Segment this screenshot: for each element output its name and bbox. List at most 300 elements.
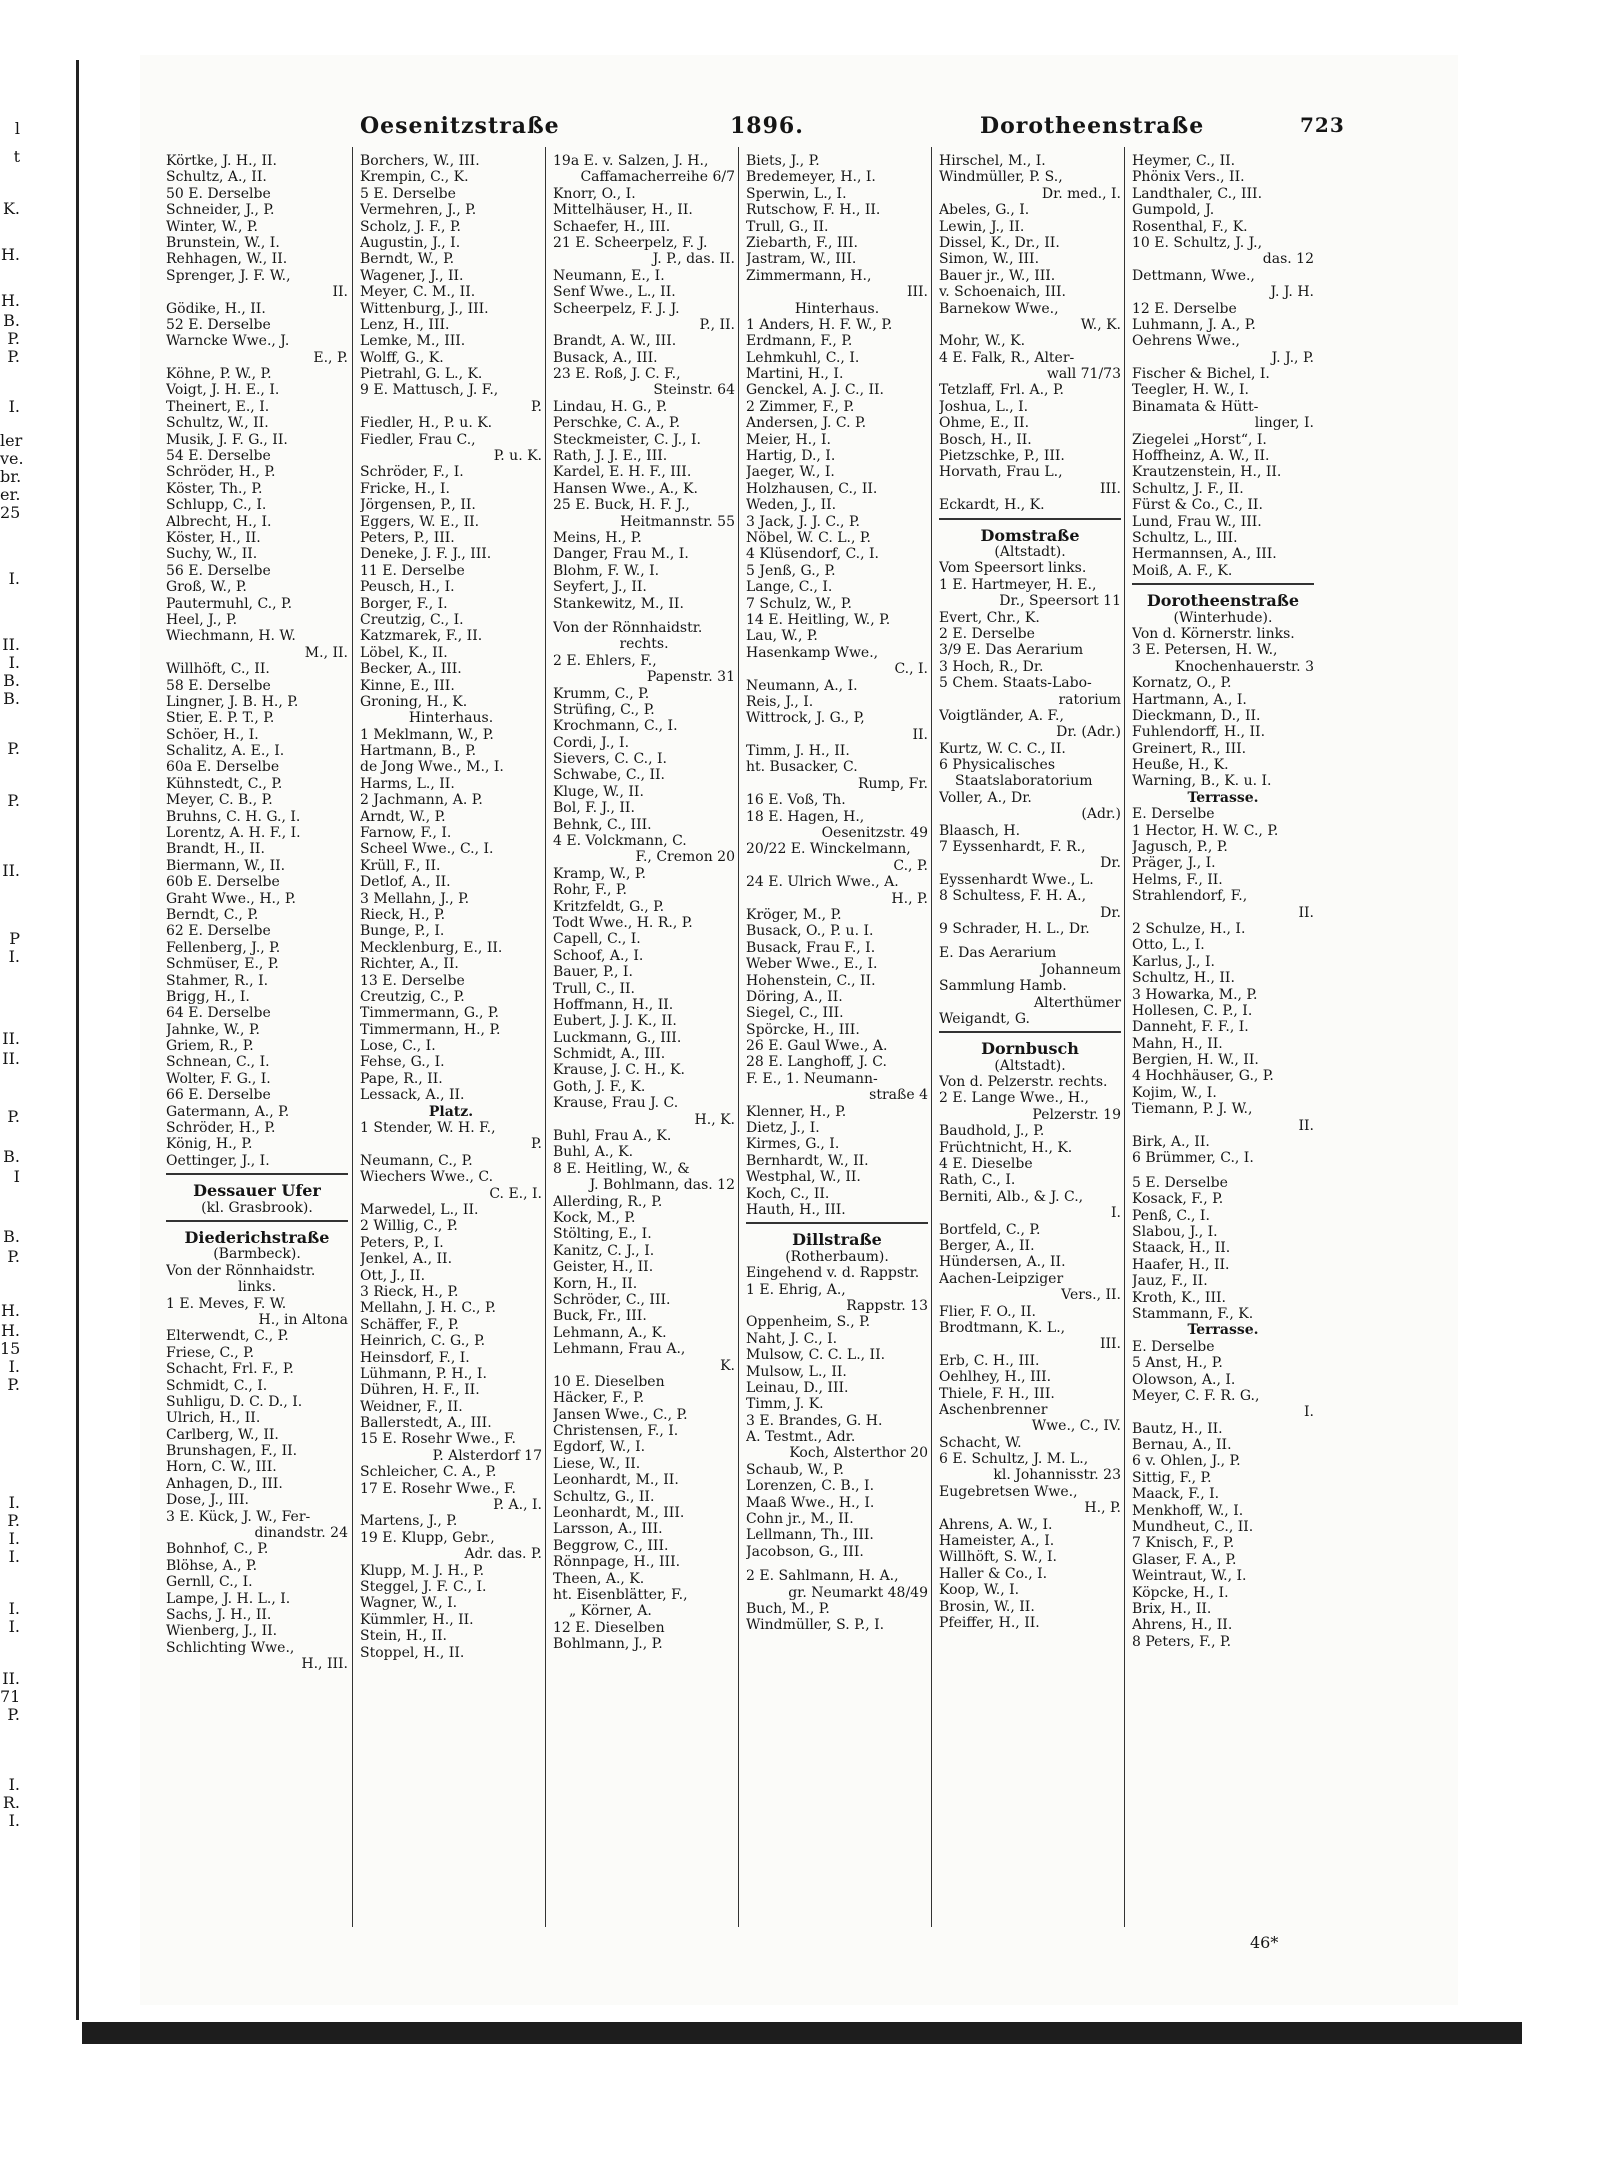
street-heading: Domstraße: [980, 527, 1080, 544]
directory-entry: Hoffheinz, A. W., II.: [1132, 448, 1270, 465]
directory-entry: Blöhse, A., P.: [166, 1557, 258, 1574]
directory-entry: rechts.: [619, 636, 669, 653]
directory-entry: Haller & Co., I.: [939, 1565, 1048, 1582]
directory-entry: Meyer, C. M., II.: [360, 284, 476, 301]
directory-entry: 3 E. Kück, J. W., Fer-: [166, 1508, 311, 1525]
directory-entry: Kock, M., P.: [553, 1210, 636, 1226]
directory-entry: P.: [530, 398, 542, 415]
directory-entry: Holzhausen, C., II.: [746, 480, 878, 497]
directory-entry: 8 Peters, F., P.: [1132, 1633, 1232, 1650]
directory-entry: 7 Knisch, F., P.: [1132, 1535, 1235, 1552]
directory-entry: Schneider, J., P.: [166, 202, 275, 219]
directory-entry: Stankewitz, M., II.: [553, 595, 684, 612]
directory-entry: Otto, L., I.: [1132, 937, 1205, 954]
directory-entry: 12 E. Dieselben: [553, 1619, 665, 1636]
directory-entry: Neumann, A., I.: [746, 677, 858, 694]
directory-entry: Timmermann, H., P.: [360, 1021, 501, 1038]
directory-entry: Weigandt, G.: [939, 1010, 1030, 1027]
directory-entry: Timm, J. H., II.: [746, 743, 850, 760]
directory-entry: Farnow, F., I.: [360, 825, 452, 842]
directory-entry: 2 Willig, C., P.: [360, 1218, 458, 1235]
directory-entry: Peters, P., III.: [360, 529, 455, 546]
directory-entry: Krautzenstein, H., II.: [1132, 464, 1282, 481]
directory-entry: Mahn, H., II.: [1132, 1035, 1223, 1052]
header-street-right: Dorotheenstraße: [980, 113, 1205, 139]
directory-entry: 5 Jenß, G., P.: [746, 562, 836, 579]
directory-entry: Mohr, W., K.: [939, 333, 1026, 350]
margin-fragment: I.: [8, 1547, 20, 1566]
directory-entry: Strahlendorf, F.,: [1132, 888, 1248, 905]
directory-entry: Vermehren, J., P.: [360, 202, 477, 219]
directory-entry: Marwedel, L., II.: [360, 1202, 479, 1218]
directory-entry: H., P.: [891, 890, 928, 907]
directory-entry: Theen, A., K.: [553, 1570, 645, 1587]
directory-entry: Kroth, K., III.: [1132, 1289, 1226, 1306]
directory-entry: K.: [720, 1357, 735, 1374]
directory-entry: Bol, F. J., II.: [553, 800, 635, 817]
directory-entry: Augustin, J., I.: [360, 234, 461, 251]
directory-entry: 2 E. Sahlmann, H. A.,: [746, 1568, 899, 1585]
scan-border: [82, 2022, 1522, 2044]
directory-entry: F., Cremon 20: [635, 849, 735, 866]
directory-entry: Borchers, W., III.: [360, 153, 480, 169]
margin-fragment: I.: [8, 1617, 20, 1636]
directory-entry: Olowson, A., I.: [1132, 1371, 1236, 1388]
directory-entry: 7 Schulz, W., P.: [746, 595, 852, 612]
directory-entry: Berniti, Alb., & J. C.,: [939, 1188, 1084, 1205]
directory-entry: König, H., P.: [166, 1136, 253, 1153]
directory-entry: Schacht, Frl. F., P.: [166, 1361, 294, 1378]
directory-entry: Katzmarek, F., II.: [360, 628, 483, 645]
directory-entry: Griem, R., P.: [166, 1038, 254, 1055]
directory-entry: Hameister, A., I.: [939, 1533, 1055, 1550]
directory-entry: H., III.: [301, 1656, 348, 1673]
directory-entry: Dr. (Adr.): [1056, 724, 1121, 741]
directory-entry: 66 E. Derselbe: [166, 1087, 271, 1104]
directory-entry: Pelzerstr. 19: [1032, 1106, 1121, 1123]
directory-entry: (Altstadt).: [994, 543, 1066, 560]
section-rule: [166, 1220, 348, 1230]
directory-entry: [746, 1560, 928, 1568]
directory-entry: Stammann, F., K.: [1132, 1305, 1254, 1322]
directory-entry: Bauer jr., W., III.: [939, 267, 1056, 284]
directory-entry: H., in Altona: [258, 1311, 348, 1328]
directory-entry: v. Schoenaich, III.: [939, 284, 1066, 301]
directory-entry: Gernll, C., I.: [166, 1574, 253, 1591]
page-number: 723: [1300, 113, 1345, 137]
directory-entry: Luckmann, G., III.: [553, 1029, 682, 1046]
directory-entry: 6 Brümmer, C., I.: [1132, 1150, 1254, 1167]
directory-entry: Oesenitzstr. 49: [821, 825, 928, 842]
column-divider: [545, 147, 546, 1927]
previous-page-margin: [0, 60, 82, 2020]
directory-entry: Horn, C. W., III.: [166, 1459, 277, 1476]
directory-entry: Sievers, C. C., I.: [553, 751, 667, 768]
directory-entry: Gumpold, J.: [1132, 202, 1215, 219]
directory-entry: Kühnstedt, C., P.: [166, 775, 283, 792]
directory-entry: 3 E. Petersen, H. W.,: [1132, 642, 1278, 659]
directory-entry: Sittig, F., P.: [1132, 1469, 1212, 1486]
directory-entry: Richter, A., II.: [360, 956, 459, 973]
directory-entry: Willhöft, S. W., I.: [939, 1549, 1057, 1566]
directory-entry: 23 E. Roß, J. C. F.,: [553, 366, 681, 383]
page-gutter-line: [76, 60, 79, 2020]
directory-entry: Wolter, F. G., I.: [166, 1070, 271, 1087]
directory-entry: Ott, J., II.: [360, 1267, 426, 1284]
directory-entry: Schultz, W., II.: [166, 415, 269, 432]
column-divider: [931, 147, 932, 1927]
directory-entry: 54 E. Derselbe: [166, 448, 271, 465]
directory-entry: Dr., Speersort 11: [999, 593, 1121, 610]
directory-entry: Lenz, H., III.: [360, 316, 450, 333]
directory-entry: Senf Wwe., L., II.: [553, 284, 676, 301]
directory-entry: Koch, Alsterthor 20: [789, 1445, 928, 1462]
directory-entry: Wienberg, J., II.: [166, 1623, 278, 1640]
directory-entry: 3 Rieck, H., P.: [360, 1283, 459, 1300]
directory-entry: Dose, J., III.: [166, 1492, 249, 1509]
directory-entry: Koch, C., II.: [746, 1185, 830, 1202]
directory-entry: Brandt, A. W., III.: [553, 333, 677, 350]
directory-entry: 3 E. Brandes, G. H.: [746, 1412, 883, 1429]
directory-entry: Spörcke, H., III.: [746, 1021, 860, 1038]
directory-entry: Köster, H., II.: [166, 529, 261, 546]
section-rule: [939, 518, 1121, 528]
signature-mark: 46*: [1250, 1933, 1279, 1952]
directory-entry: Brandt, H., II.: [166, 841, 265, 858]
directory-entry: Geister, H., II.: [553, 1259, 654, 1276]
directory-entry: Eggers, W. E., II.: [360, 513, 480, 530]
directory-entry: Maaß Wwe., H., I.: [746, 1494, 875, 1511]
directory-entry: Brodtmann, K. L.,: [939, 1319, 1066, 1336]
directory-entry: Binamata & Hütt-: [1132, 398, 1259, 415]
margin-fragment: I.: [8, 1775, 20, 1794]
directory-entry: Christensen, F., I.: [553, 1423, 679, 1440]
margin-fragment: I.: [8, 1811, 20, 1830]
directory-entry: 1 E. Ehrig, A.,: [746, 1281, 846, 1298]
directory-entry: Lingner, J. B. H., P.: [166, 693, 299, 710]
directory-entry: 2 E. Lange Wwe., H.,: [939, 1090, 1089, 1107]
directory-entry: Sperwin, L., I.: [746, 185, 847, 202]
directory-entry: Pietzschke, P., III.: [939, 448, 1065, 465]
column-divider: [1124, 147, 1125, 1927]
directory-entry: das. 12: [1262, 251, 1314, 268]
directory-entry: Meier, H., I.: [746, 431, 831, 448]
directory-entry: gr. Neumarkt 48/49: [788, 1584, 928, 1601]
directory-entry: 26 E. Gaul Wwe., A.: [746, 1038, 888, 1055]
street-heading: Dessauer Ufer: [193, 1183, 321, 1200]
directory-entry: J. J. H.: [1270, 284, 1314, 301]
directory-entry: Lose, C., I.: [360, 1038, 436, 1055]
directory-entry: Schröder, C., III.: [553, 1291, 671, 1308]
directory-entry: 9 E. Mattusch, J. F.,: [360, 382, 499, 399]
directory-entry: Häcker, F., P.: [553, 1390, 645, 1407]
margin-fragment: br.: [0, 467, 22, 486]
directory-entry: Lange, C., I.: [746, 579, 833, 596]
directory-entry: Genckel, A. J. C., II.: [746, 382, 884, 399]
column-divider: [738, 147, 739, 1927]
directory-entry: 14 E. Heitling, W., P.: [746, 611, 891, 628]
directory-entry: Egdorf, W., I.: [553, 1439, 646, 1456]
directory-entry: Terrasse.: [1187, 789, 1259, 806]
directory-entry: Weden, J., II.: [746, 497, 837, 514]
directory-entry: Reis, J., I.: [746, 693, 814, 710]
directory-entry: Oettinger, J., I.: [166, 1152, 270, 1169]
directory-entry: Dieckmann, D., II.: [1132, 707, 1261, 724]
margin-fragment: R.: [2, 1793, 20, 1812]
directory-entry: Mittelhäuser, H., II.: [553, 202, 693, 219]
directory-entry: Heinrich, C. G., P.: [360, 1333, 486, 1350]
directory-entry: Friese, C., P.: [166, 1344, 255, 1361]
directory-entry: 10 E. Schultz, J. J.,: [1132, 234, 1263, 251]
directory-entry: Goth, J. F., K.: [553, 1078, 646, 1095]
directory-entry: [939, 937, 1121, 945]
directory-entry: Schultz, J. F., II.: [1132, 480, 1244, 497]
directory-entry: Barnekow Wwe.,: [939, 300, 1059, 317]
directory-entry: ht. Eisenblätter, F.,: [553, 1586, 688, 1603]
directory-entry: Schaub, W., P.: [746, 1461, 844, 1478]
directory-entry: Jahnke, W., P.: [166, 1021, 260, 1038]
directory-entry: Beggrow, C., III.: [553, 1537, 669, 1554]
directory-entry: 16 E. Voß, Th.: [746, 792, 846, 809]
directory-entry: Wagener, J., II.: [360, 267, 464, 284]
directory-entry: Carlberg, W., II.: [166, 1426, 279, 1443]
directory-entry: Schäffer, F., P.: [360, 1316, 459, 1333]
directory-entry: Dettmann, Wwe.,: [1132, 267, 1255, 284]
margin-fragment: II.: [2, 861, 20, 880]
directory-entry: J. P., das. II.: [652, 251, 735, 268]
directory-entry: Kardel, E. H. F., III.: [553, 464, 692, 481]
directory-entry: 19a E. v. Salzen, J. H.,: [553, 153, 709, 169]
directory-entry: Oehlhey, H., III.: [939, 1369, 1052, 1386]
directory-entry: Bernau, A., II.: [1132, 1437, 1232, 1454]
page-header: [140, 113, 1458, 143]
directory-entry: Hauth, H., III.: [746, 1202, 846, 1218]
directory-entry: Larsson, A., III.: [553, 1521, 663, 1538]
directory-entry: Ballerstedt, A., III.: [360, 1415, 492, 1432]
directory-entry: Schoof, A., I.: [553, 947, 644, 964]
directory-entry: Oppenheim, S., P.: [746, 1314, 871, 1331]
directory-entry: Windmüller, S. P., I.: [746, 1617, 885, 1634]
directory-entry: Birk, A., II.: [1132, 1134, 1210, 1151]
directory-entry: Suchy, W., II.: [166, 546, 258, 563]
directory-entry: Bautz, H., II.: [1132, 1420, 1223, 1437]
directory-entry: Berndt, C., P.: [166, 906, 259, 923]
directory-entry: 5 Anst, H., P.: [1132, 1355, 1223, 1372]
directory-entry: Dr.: [1100, 904, 1121, 921]
directory-entry: P. A., I.: [493, 1497, 542, 1514]
directory-entry: Schalitz, A. E., I.: [166, 743, 285, 760]
directory-entry: 2 Schulze, H., I.: [1132, 920, 1246, 937]
directory-entry: Landthaler, C., III.: [1132, 185, 1263, 202]
directory-entry: Musik, J. F. G., II.: [166, 431, 288, 448]
directory-entry: 4 Hochhäuser, G., P.: [1132, 1068, 1274, 1085]
directory-entry: Nöbel, W. C. L., P.: [746, 529, 871, 546]
margin-fragment: P.: [7, 1107, 20, 1126]
directory-entry: Rehhagen, W., II.: [166, 251, 288, 268]
directory-entry: Groning, H., K.: [360, 693, 468, 710]
margin-fragment: II.: [2, 1669, 20, 1688]
directory-entry: Kluge, W., II.: [553, 783, 644, 800]
directory-entry: Wwe., C., IV.: [1031, 1418, 1121, 1435]
directory-entry: Wolff, G., K.: [360, 349, 444, 366]
directory-entry: Schmidt, C., I.: [166, 1377, 268, 1394]
directory-entry: Jastram, W., III.: [746, 251, 857, 268]
directory-entry: Heuße, H., K.: [1132, 757, 1229, 774]
directory-entry: Voigtländer, A. F.,: [939, 707, 1064, 724]
directory-entry: Berger, A., II.: [939, 1238, 1035, 1254]
directory-entry: Wiechers Wwe., C.: [360, 1169, 494, 1186]
directory-entry: 1 E. Meves, F. W.: [166, 1295, 287, 1312]
directory-entry: Stölting, E., I.: [553, 1226, 652, 1243]
directory-entry: Kornatz, O., P.: [1132, 675, 1232, 692]
directory-entry: Brosin, W., II.: [939, 1598, 1035, 1615]
margin-fragment: H.: [0, 1321, 20, 1340]
directory-entry: 1 Hector, H. W. C., P.: [1132, 822, 1279, 839]
directory-entry: Hermannsen, A., III.: [1132, 546, 1277, 563]
directory-entry: 52 E. Derselbe: [166, 316, 271, 333]
directory-entry: Lessack, A., II.: [360, 1087, 465, 1104]
directory-entry: Krause, J. C. H., K.: [553, 1062, 685, 1079]
directory-entry: Kröger, M., P.: [746, 906, 842, 923]
directory-entry: Hündersen, A., II.: [939, 1254, 1066, 1271]
directory-entry: Rönnpage, H., III.: [553, 1554, 681, 1571]
directory-entry: 5 E. Derselbe: [360, 185, 456, 202]
directory-entry: 8 Schultess, F. H. A.,: [939, 888, 1087, 905]
directory-entry: Schnean, C., I.: [166, 1054, 270, 1071]
directory-entry: Joshua, L., I.: [939, 398, 1029, 415]
margin-fragment: H.: [0, 1301, 20, 1320]
directory-entry: Haafer, H., II.: [1132, 1256, 1230, 1273]
directory-entry: Becker, A., III.: [360, 661, 462, 678]
directory-entry: Kramp, W., P.: [553, 865, 646, 882]
directory-entry: Eckardt, H., K.: [939, 497, 1045, 514]
directory-entry: Blaasch, H.: [939, 822, 1021, 839]
directory-entry: Körtke, J. H., II.: [166, 153, 277, 169]
directory-entry: Johanneum: [1040, 961, 1121, 978]
directory-entry: Fischer & Bichel, I.: [1132, 366, 1270, 383]
directory-entry: Wittenburg, J., III.: [360, 300, 489, 317]
margin-fragment: P.: [7, 791, 20, 810]
directory-entry: Bohnhof, C., P.: [166, 1541, 269, 1558]
directory-entry: H., K.: [694, 1111, 735, 1128]
directory-entry: III.: [1099, 1336, 1121, 1353]
directory-entry: (kl. Grasbrook).: [201, 1199, 313, 1216]
directory-entry: Eubert, J. J. K., II.: [553, 1013, 677, 1030]
directory-entry: Peusch, H., I.: [360, 579, 455, 596]
directory-entry: Brunstein, W., I.: [166, 234, 280, 251]
directory-entry: Timm, J. K.: [746, 1396, 824, 1413]
directory-entry: Meyer, C. F. R. G.,: [1132, 1387, 1260, 1404]
directory-entry: 62 E. Derselbe: [166, 923, 271, 940]
directory-entry: Krochmann, C., I.: [553, 718, 678, 735]
directory-entry: Sprenger, J. F. W.,: [166, 267, 291, 284]
margin-fragment: I: [13, 1167, 20, 1186]
directory-entry: Lewin, J., II.: [939, 218, 1025, 235]
margin-fragment: l: [14, 119, 20, 138]
margin-fragment: B.: [3, 671, 20, 690]
directory-entry: Fricke, H., I.: [360, 480, 450, 497]
directory-entry: Lindau, H. G., P.: [553, 398, 668, 415]
directory-entry: 50 E. Derselbe: [166, 185, 271, 202]
directory-entry: Steckmeister, C. J., I.: [553, 431, 701, 448]
directory-entry: Hoffmann, H., II.: [553, 996, 674, 1013]
directory-entry: Krüll, F., II.: [360, 857, 441, 874]
directory-entry: Meyer, C. B., P.: [166, 792, 273, 809]
directory-entry: Staack, H., II.: [1132, 1240, 1231, 1257]
directory-entry: 15 E. Rosehr Wwe., F.: [360, 1431, 516, 1448]
margin-fragment: ler: [0, 431, 23, 450]
street-heading: Dornbusch: [981, 1041, 1079, 1058]
margin-fragment: ve.: [0, 449, 24, 468]
directory-entry: Slabou, J., I.: [1132, 1224, 1218, 1240]
directory-entry: Weintraut, W., I.: [1132, 1568, 1247, 1585]
directory-entry: Schultz, G., II.: [553, 1488, 655, 1505]
directory-entry: Rieck, H., P.: [360, 906, 446, 923]
directory-entry: Köhne, P. W., P.: [166, 366, 272, 383]
directory-entry: 20/22 E. Winckelmann,: [746, 841, 911, 858]
directory-entry: Eingehend v. d. Rappstr.: [746, 1265, 920, 1282]
directory-entry: Jansen Wwe., C., P.: [553, 1406, 688, 1423]
directory-entry: Von der Rönnhaidstr.: [553, 619, 703, 636]
margin-fragment: 71: [0, 1687, 21, 1706]
directory-entry: Borger, F., I.: [360, 595, 448, 612]
directory-entry: Biets, J., P.: [746, 153, 820, 169]
directory-entry: Weidner, F., II.: [360, 1398, 463, 1415]
directory-entry: P., II.: [699, 316, 735, 333]
directory-entry: Maack, F., I.: [1132, 1486, 1220, 1503]
directory-entry: Elterwendt, C., P.: [166, 1328, 289, 1345]
directory-entry: Warncke Wwe., J.: [166, 333, 290, 350]
directory-entry: Sammlung Hamb.: [939, 978, 1067, 995]
directory-entry: Kirmes, G., I.: [746, 1136, 840, 1153]
directory-entry: Brigg, H., I.: [166, 988, 250, 1005]
directory-entry: Schwabe, C., II.: [553, 767, 665, 784]
directory-entry: Heitmannstr. 55: [620, 513, 735, 530]
directory-entry: Kojim, W., I.: [1132, 1084, 1217, 1101]
directory-entry: Liese, W., II.: [553, 1455, 641, 1472]
directory-entry: 60b E. Derselbe: [166, 874, 280, 891]
directory-entry: Penß, C., I.: [1132, 1207, 1210, 1224]
directory-entry: Rosenthal, F., K.: [1132, 218, 1248, 235]
directory-entry: Siegel, C., III.: [746, 1005, 844, 1022]
directory-entry: Cordi, J., I.: [553, 734, 630, 751]
margin-fragment: P.: [7, 347, 20, 366]
directory-entry: Klupp, M. J. H., P.: [360, 1562, 485, 1579]
directory-entry: F. E., 1. Neumann-: [746, 1070, 878, 1087]
directory-entry: Lellmann, Th., III.: [746, 1527, 874, 1544]
directory-entry: Eyssenhardt Wwe., L.: [939, 871, 1094, 888]
directory-entry: Busack, O., P. u. I.: [746, 923, 874, 940]
directory-entry: Schaefer, H., III.: [553, 218, 671, 235]
directory-entry: Wiechmann, H. W.: [166, 628, 296, 645]
directory-entry: Leonhardt, M., III.: [553, 1505, 685, 1522]
directory-entry: Lorentz, A. H. F., I.: [166, 825, 301, 842]
directory-entry: 2 E. Derselbe: [939, 625, 1035, 642]
directory-entry: [553, 612, 735, 620]
directory-entry: W., K.: [1080, 316, 1121, 333]
directory-entry: Luhmann, J. A., P.: [1132, 316, 1256, 333]
directory-entry: Karlus, J., I.: [1132, 953, 1215, 970]
directory-entry: kl. Johannisstr. 23: [993, 1467, 1121, 1484]
directory-entry: Groß, W., P.: [166, 579, 247, 596]
directory-entry: 4 Klüsendorf, C., I.: [746, 546, 880, 563]
directory-entry: Rath, J. J. E., III.: [553, 448, 668, 465]
directory-entry: Timmermann, G., P.: [360, 1005, 499, 1022]
margin-fragment: P.: [7, 1247, 20, 1266]
directory-entry: 11 E. Derselbe: [360, 562, 465, 579]
directory-entry: Früchtnicht, H., K.: [939, 1139, 1073, 1156]
directory-entry: Scheerpelz, F. J. J.: [553, 300, 680, 317]
